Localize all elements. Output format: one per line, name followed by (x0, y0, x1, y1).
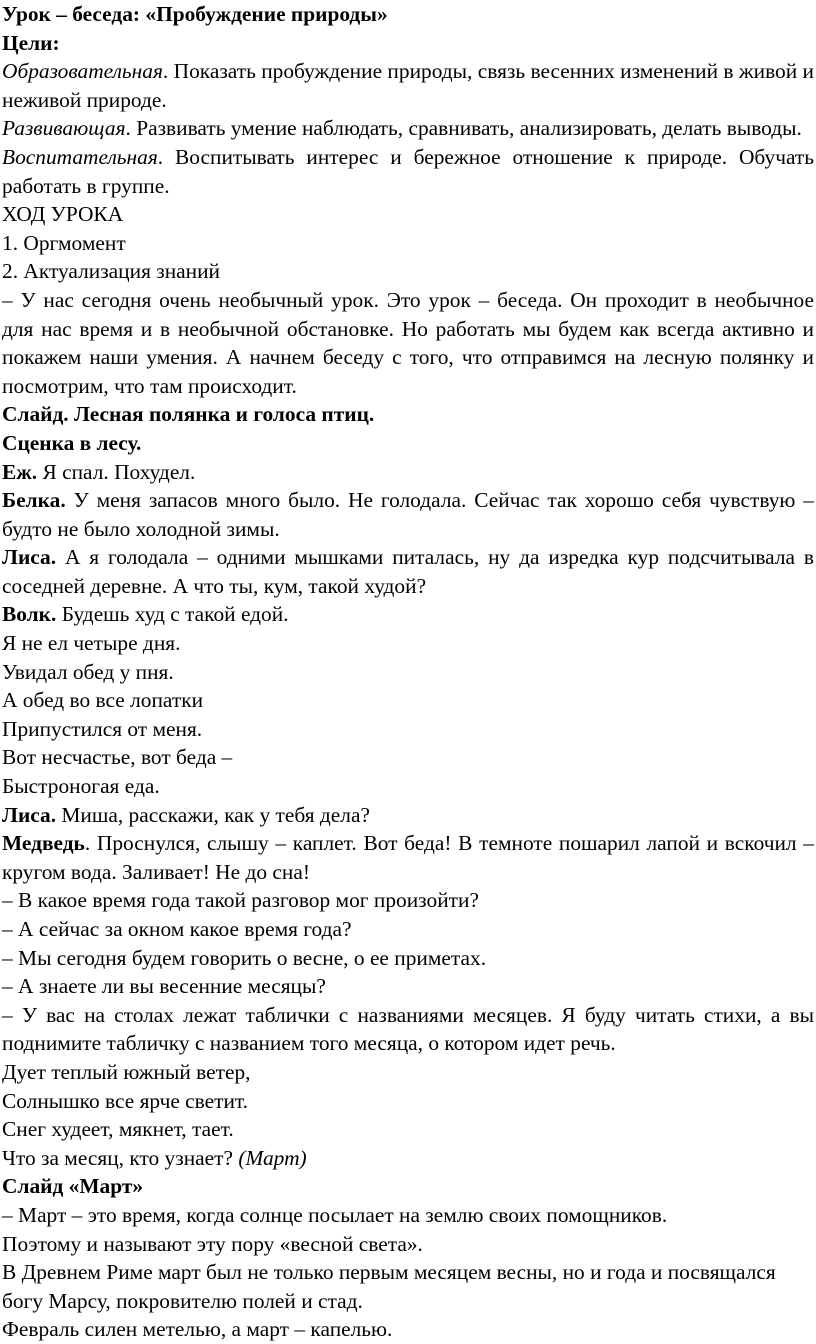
text-line: Февраль силен метелью, а март – капелью. (2, 1317, 393, 1342)
dialogue-line (2, 486, 814, 543)
speech-text: У меня запасов много было. Не голодала. Сейчас так хорошо себя чувствую – будто не было холодной зимы. (2, 488, 814, 541)
dialogue-line (2, 600, 814, 629)
question-line: – А сейчас за окном какое время года? (2, 917, 352, 941)
riddle-line: Снег худеет, мякнет, тает. (2, 1117, 234, 1142)
slide-heading: Слайд. Лесная полянка и голоса птиц. (2, 402, 375, 427)
speech-text: . Проснулся, слышу – каплет. Вот беда! В темноте пошарил лапой и вскочил – кругом вода. Заливает! Не до сна! (2, 831, 814, 884)
poem-line: Я не ел четыре дня. (2, 631, 181, 656)
goal-upbringing (2, 143, 814, 200)
riddle-line (2, 1144, 814, 1173)
poem-line: Быстроногая еда. (2, 774, 160, 799)
goal-developmental (2, 114, 814, 143)
goal-text: . Воспитывать интерес и бережное отношение к природе. Обучать работать в группе. (2, 144, 814, 198)
step-item: 2. Актуализация знаний (2, 259, 220, 284)
dialogue-line (2, 829, 814, 886)
speech-text: Будешь худ с такой едой. (56, 602, 289, 627)
text-paragraph: В Древнем Риме март был не только первым месяцем весны, но и года и посвящался богу Марсу, покровителю полей и стад. (2, 1260, 776, 1313)
riddle-answer: (Март) (238, 1145, 307, 1170)
poem-line: Увидал обед у пня. (2, 659, 174, 684)
scene-heading: Сценка в лесу. (2, 430, 142, 455)
goal-educational (2, 57, 814, 114)
goals-heading: Цели: (2, 30, 60, 55)
task-paragraph: – У вас на столах лежат таблички с названиями месяцев. Я буду читать стихи, а вы поднимите табличку с названием того месяца, о котором идет речь. (2, 1002, 814, 1056)
goal-label: Воспитательная (2, 144, 158, 169)
poem-line: Припустился от меня. (2, 716, 203, 741)
riddle-line: Солнышко все ярче светит. (2, 1088, 249, 1113)
riddle-line: Дует теплый южный ветер, (2, 1059, 251, 1084)
speaker-name: Лиса. (2, 802, 57, 827)
speaker-name: Лиса. (2, 545, 57, 570)
speaker-name: Белка. (2, 488, 66, 513)
step-item: 1. Оргмомент (2, 230, 126, 255)
speech-text: А я голодала – одними мышками питалась, ну да изредка кур подсчитывала в соседней деревне. А что ты, кум, такой худой? (2, 545, 814, 598)
question-line: – В какое время года такой разговор мог произойти? (2, 888, 479, 913)
lesson-heading: ХОД УРОКА (2, 202, 124, 227)
question-line: – А знаете ли вы весенние месяцы? (2, 974, 326, 999)
dialogue-line (2, 543, 814, 600)
dialogue-line (2, 801, 814, 830)
text-line: – Март – это время, когда солнце посылает на землю своих помощников. (2, 1202, 668, 1227)
speech-text: Я спал. Похудел. (37, 459, 196, 484)
goal-text: . Показать пробуждение природы, связь весенних изменений в живой и неживой природе. (2, 59, 814, 112)
goal-label: Развивающая (2, 116, 126, 141)
intro-paragraph: – У нас сегодня очень необычный урок. Это урок – беседа. Он проходит в необычное для нас время и в необычной обстановке. Но работать мы будем как всегда активно и покажем наши умения. А начнем беседу с того, что отправимся на лесную полянку и посмотрим, что там происходит. (2, 287, 814, 398)
dialogue-line (2, 458, 814, 487)
slide-heading: Слайд «Март» (2, 1174, 144, 1199)
goal-text: . Развивать умение наблюдать, сравнивать, анализировать, делать выводы. (125, 116, 802, 141)
poem-line: А обед во все лопатки (2, 688, 204, 713)
goal-label: Образовательная (2, 59, 163, 84)
speaker-name: Волк. (2, 602, 57, 627)
speaker-name: Еж. (2, 459, 38, 484)
speaker-name: Медведь (2, 831, 85, 856)
text-line: Поэтому и называют эту пору «весной света». (2, 1231, 423, 1256)
speech-text: Миша, расскажи, как у тебя дела? (56, 802, 370, 827)
riddle-text: Что за месяц, кто узнает? (2, 1145, 239, 1170)
question-line: – Мы сегодня будем говорить о весне, о ее приметах. (2, 945, 487, 970)
page-title: Урок – беседа: «Пробуждение природы» (2, 2, 388, 26)
poem-line: Вот несчастье, вот беда – (2, 745, 233, 770)
